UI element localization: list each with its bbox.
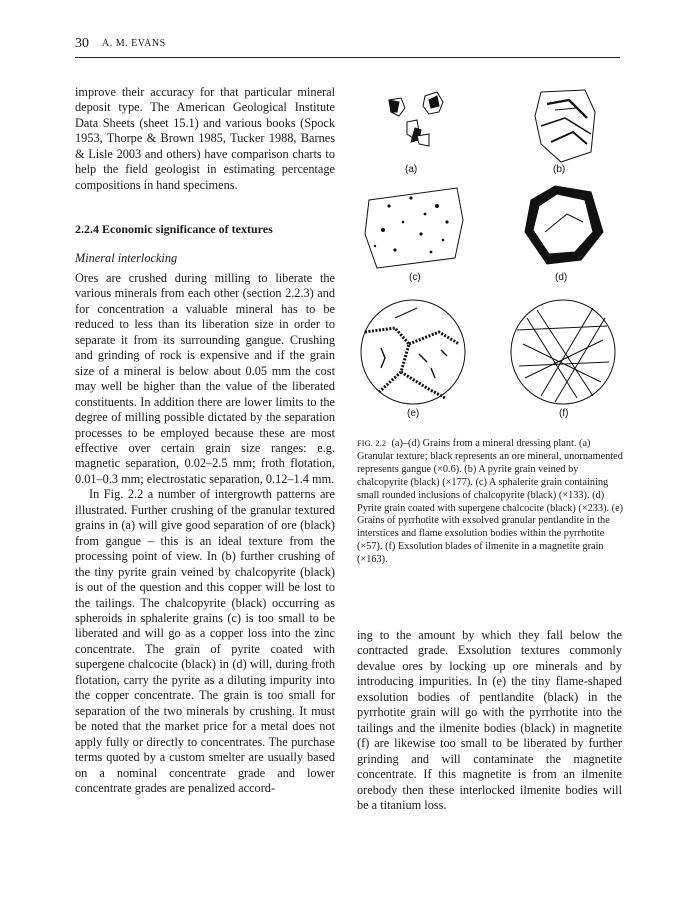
- body-paragraph-2: In Fig. 2.2 a number of intergrowth patterns are illustrated. Further crushing of the granular textured grains in (a) will give good separation of ore (black) from gangue – this is an ideal texture from the processing point of view. In (b) further crushing of the tiny pyrite grain veined by chalcopyrite (black) is out of the question and this copper will be lost to the tailings. The chalcopyrite (black) occurring as spheroids in sphalerite grains (c) is too small to be liberated and will go as a copper loss into the zinc concentrate. The grain of pyrite coated with supergene chalcocite (black) in (d) will, during froth flotation, carry the pyrite as a diluting impurity into the copper concentrate. The grain is too small for separation of the two minerals by crushing. It must be noted that the market price for a metal does not apply fully or directly to concentrates. The purchase terms quoted by a custom smelter are usually based on a nominal concentrate grade and lower concentrate grades are penalized accord-: [75, 487, 335, 795]
- panel-d: [525, 186, 603, 283]
- panel-f: [511, 300, 615, 419]
- label-a: (a): [405, 164, 418, 175]
- label-c: (c): [409, 272, 421, 283]
- figure-2-2: [355, 82, 625, 427]
- figure-caption: [357, 438, 625, 567]
- panel-e: [361, 300, 465, 419]
- subsection-heading: Mineral interlocking: [75, 251, 178, 265]
- label-e: (e): [407, 408, 420, 419]
- left-column-body: [75, 271, 335, 796]
- panel-a: [389, 92, 443, 175]
- section-heading: 2.2.4 Economic significance of textures: [75, 222, 273, 236]
- body-paragraph-3: ing to the amount by which they fall below the contracted grade. Exsolution textures commonly devalue ores by locking up ore minerals and by introducing impurities. In (e) the tiny flame-shaped exsolution bodies of pentlandite (black) in the pyrrhotite grain will go with the pyrrhotite into the tailings and the ilmenite bodies (black) in magnetite (f) are likewise too small to be liberated by further grinding and will contaminate the magnetite concentrate. If this magnetite is from an ilmenite orebody then these interlocked ilmenite bodies will be a titanium loss.: [357, 628, 622, 812]
- left-column-intro: [75, 85, 335, 193]
- label-b: (b): [553, 164, 566, 175]
- label-d: (d): [555, 272, 568, 283]
- body-paragraph-1: Ores are crushed during milling to liberate the various minerals from each other (section 2.2.3) and for concentration a valuable mineral has to be reduced to less than its liberation size in order to separate it from its surrounding gangue. Crushing and grinding of rock is expensive and if the grain size of a mineral is below about 0.05 mm the cost may well be higher than the value of the liberated constituents. In addition there are lower limits to the degree of milling possible dictated by the separation processes to be employed because these are most effective over certain grain size ranges: e.g. magnetic separation, 0.02–2.5 mm; froth flotation, 0.01–0.3 mm; electrostatic separation, 0.12–1.4 mm.: [75, 271, 335, 486]
- page-number: 30: [75, 36, 89, 51]
- label-f: (f): [559, 408, 569, 419]
- right-column-body: [357, 628, 622, 813]
- caption-text: (a)–(d) Grains from a mineral dressing plant. (a) Granular texture; black represents an ore mineral, unornamented represents gangue (×0.6). (b) A pyrite grain veined by chalcopyrite (black) (×177). (c) A sphalerite grain containing small rounded inclusions of chalcopyrite (black) (×133). (d) Pyrite grain coated with supergene chalcocite (black) (×233). (e) Grains of pyrrhotite with exsolved granular pentlandite in the interstices and flame exsolution bodies within the pyrrhotite (×57). (f) Exsolution blades of ilmenite in a magnetite grain (×163).: [357, 438, 624, 566]
- panel-c: [365, 188, 463, 283]
- caption-tag: FIG. 2.2: [357, 439, 387, 448]
- running-head: A. M. EVANS: [102, 38, 166, 49]
- mineral-texture-illustration: [355, 82, 625, 427]
- intro-paragraph: improve their accuracy for that particular mineral deposit type. The American Geological Institute Data Sheets (sheet 15.1) and various books (Spock 1953, Thorpe & Brown 1985, Tucker 1988, Barnes & Lisle 2003 and others) have comparison charts to help the field geologist in estimating percentage compositions in hand specimens.: [75, 85, 335, 192]
- page-header: [75, 36, 620, 56]
- panel-b: [535, 90, 595, 175]
- header-rule: [75, 57, 620, 58]
